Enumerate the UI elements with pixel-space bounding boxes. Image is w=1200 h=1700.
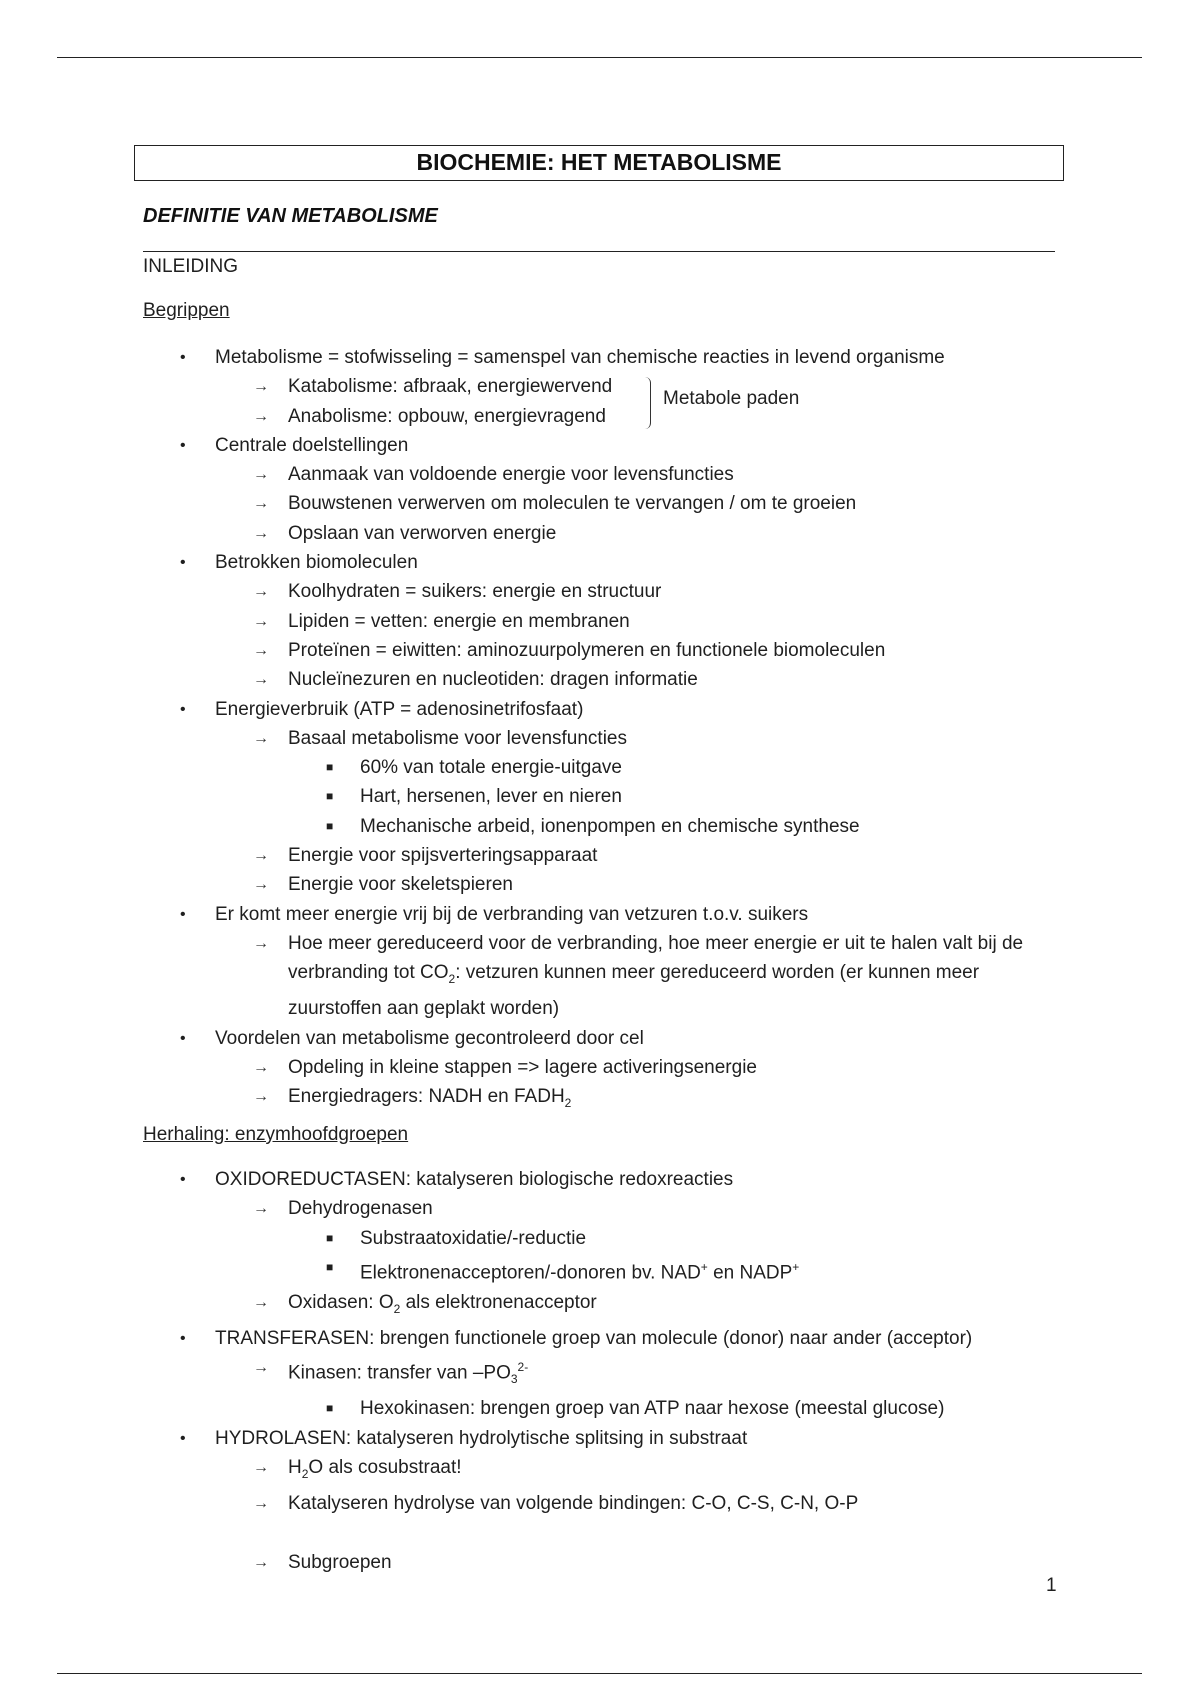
list-item: → Energie voor skeletspieren [0,870,1200,899]
list-item: ■ Hexokinasen: brengen groep van ATP naar hexose (meestal glucose) [0,1394,1200,1423]
blank-line [0,1518,1200,1547]
list-item: ■ Mechanische arbeid, ionenpompen en chemische synthese [0,812,1200,841]
bullet-icon: • [180,1329,186,1347]
bullet-icon: • [180,349,186,366]
list-item: → Aanmaak van voldoende energie voor levensfuncties [0,460,1200,489]
square-bullet-icon: ■ [326,1230,334,1245]
list-item: → Opslaan van verworven energie [0,519,1200,548]
list-item: → Energie voor spijsverteringsapparaat [0,841,1200,870]
arrow-icon: → [253,671,269,689]
list-item: ■ Substraatoxidatie/-reductie [0,1224,1200,1253]
list-item: • TRANSFERASEN: brengen functionele groep van molecule (donor) naar ander (acceptor) [0,1324,1200,1353]
list-item: • Betrokken biomoleculen [0,548,1200,577]
list-item: → Dehydrogenasen [0,1194,1200,1223]
document-title: BIOCHEMIE: HET METABOLISME [134,145,1064,181]
square-bullet-icon: ■ [326,1401,334,1416]
square-bullet-icon: ■ [326,789,334,804]
list-item: • Centrale doelstellingen [0,431,1200,460]
list-item: → Opdeling in kleine stappen => lagere activeringsenergie [0,1053,1200,1082]
list-item: → Katalyseren hydrolyse van volgende bindingen: C-O, C-S, C-N, O-P [0,1489,1200,1518]
bullet-icon: • [180,1171,186,1188]
bullet-icon: • [180,1029,186,1047]
list-item: • HYDROLASEN: katalyseren hydrolytische splitsing in substraat [0,1424,1200,1453]
list-item: → Subgroepen [0,1548,1200,1577]
arrow-icon: → [253,1358,269,1376]
list-item: • Energieverbruik (ATP = adenosinetrifosfaat) [0,695,1200,724]
page-number: 1 [1046,1575,1057,1596]
arrow-icon: → [253,378,269,396]
list-item: ■ 60% van totale energie-uitgave [0,753,1200,782]
list-item: → Proteïnen = eiwitten: aminozuurpolymeren en functionele biomoleculen [0,636,1200,665]
list-item: → Anabolisme: opbouw, energievragend [0,402,1200,431]
arrow-icon: → [253,1058,269,1076]
bullet-icon: • [180,436,186,454]
list-item: → Energiedragers: NADH en $FADH_2$ [0,1082,1200,1118]
begrippen-list [0,343,1200,1118]
list-item: • Voordelen van metabolisme gecontroleerd door cel [0,1024,1200,1053]
arrow-icon: → [253,729,269,747]
list-item: → Hoe meer gereduceerd voor de verbranding, hoe meer energie er uit te halen valt bij de verbranding tot $CO_2$: vetzuren kunnen meer gereduceerd worden (er kunnen meer zuurstoffen aan geplakt worden) [0,929,1200,1024]
square-bullet-icon: ■ [326,1259,334,1274]
list-item: ■ Hart, hersenen, lever en nieren [0,782,1200,811]
list-item: → Basaal metabolisme voor levensfuncties [0,724,1200,753]
arrow-icon: → [253,847,269,865]
arrow-icon: → [253,612,269,630]
arrow-icon: → [253,934,269,952]
square-bullet-icon: ■ [326,760,334,775]
arrow-icon: → [253,466,269,484]
footer-rule [57,1673,1142,1674]
list-item: • OXIDOREDUCTASEN: katalyseren biologische redoxreacties [0,1165,1200,1194]
bullet-icon: • [180,700,186,718]
section-heading: DEFINITIE VAN METABOLISME [143,205,438,227]
arrow-icon: → [253,1553,269,1571]
curly-brace-icon [644,377,651,429]
list-item: → Kinasen: transfer van $-PO_3^{2-}$ [0,1353,1200,1394]
list-item: → Koolhydraten = suikers: energie en structuur [0,577,1200,606]
list-item: → Oxidasen: $O_2$ als elektronenacceptor [0,1288,1200,1324]
arrow-icon: → [253,1200,269,1218]
list-item: → Katabolisme: afbraak, energiewervend [0,372,1200,401]
arrow-icon: → [253,583,269,601]
arrow-icon: → [253,1293,269,1311]
list-item: → Bouwstenen verwerven om moleculen te vervangen / om te groeien [0,489,1200,518]
brace-label: Metabole paden [663,388,800,409]
arrow-icon: → [253,876,269,894]
arrow-icon: → [253,641,269,659]
bullet-icon: • [180,554,186,572]
section-rule [143,251,1055,252]
enzymhoofdgroepen-list [0,1165,1200,1577]
list-item: • Er komt meer energie vrij bij de verbranding van vetzuren t.o.v. suikers [0,900,1200,929]
subheading-begrippen: Begrippen [143,300,230,321]
header-rule [57,57,1142,58]
list-item: ■ Elektronenacceptoren/-donoren bv. NAD+ en NADP+ [0,1253,1200,1288]
list-item: → $H_2O$ als cosubstraat! [0,1453,1200,1489]
square-bullet-icon: ■ [326,818,334,833]
arrow-icon: → [253,407,269,425]
section-label: INLEIDING [143,256,239,277]
list-item: → Nucleïnezuren en nucleotiden: dragen informatie [0,665,1200,694]
bullet-icon: • [180,1429,186,1447]
arrow-icon: → [253,1458,269,1476]
arrow-icon: → [253,1088,269,1106]
list-item: → Lipiden = vetten: energie en membranen [0,607,1200,636]
arrow-icon: → [253,524,269,542]
bullet-icon: • [180,905,186,923]
arrow-icon: → [253,1495,269,1513]
arrow-icon: → [253,495,269,513]
subheading-enzymhoofdgroepen: Herhaling: enzymhoofdgroepen [143,1124,409,1145]
list-item: • Metabolisme = stofwisseling = samenspel van chemische reacties in levend organisme [0,343,1200,372]
